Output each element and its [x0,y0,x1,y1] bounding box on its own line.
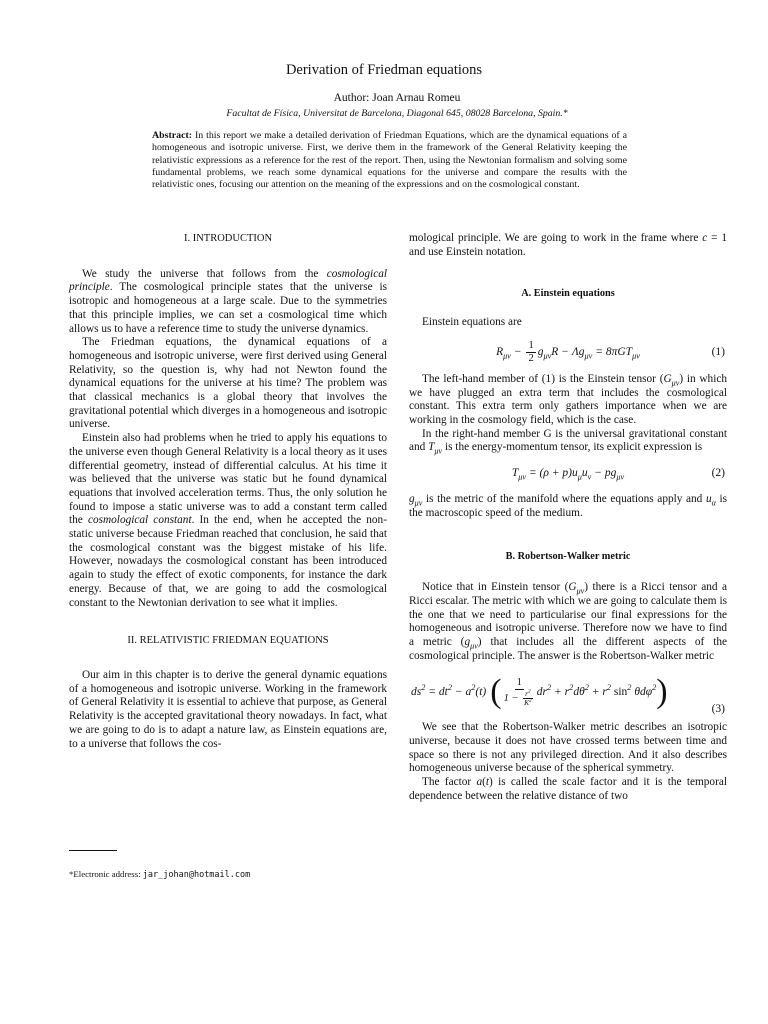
relativistic-paragraph-1-continued [409,232,727,259]
author-line: Author: Joan Arnau Romeu [333,92,461,104]
einstein-paragraph-right-hand: In the right-hand member G is the universal gravitational constant and $T_{\mu\nu}$ is the energy-momentum tensor, its explicit expression is [409,427,727,456]
einstein-p1-text-b: ) in which we have plugged an extra term that includes the cosmological constant. This extra term only gathers importance when we are working in the cosmology field, which is the case. [409,372,727,426]
intro-p3-text-b: . In the end, when he accepted the non-static universe because Friedman reached that conclusion, he said that the cosmological constant was the biggest mistake of his life. However, nowadays the cosmological constant has been introduced again to study the effect of exotic components, for instance the dark energy. Because of that, we are going to add the cosmological constant to the Newtonian derivation to see what it implies. [69,514,387,609]
rel-cont-text-a: mological principle. We are going to work in the frame where [409,232,703,244]
einstein-paragraph-metric: $g_{\mu\nu}$ is the metric of the manifold where the equations apply and $u_\alpha$ is the macroscopic speed of the medium. [409,493,728,519]
rw-p1-text-c: ) that includes all the different aspects of the cosmological principle. The answer is the Robertson-Walker metric [409,635,727,662]
intro-p1-emphasis: cosmological principle [69,267,387,294]
rw-p3-text-b: is called the scale factor and it is the temporal dependence between the relative distance of two [409,776,727,802]
einstein-paragraph-after-eq1: The left-hand member of (1) is the Einstein tensor $(G_{\mu\nu})$ in which we have plugged an extra term that includes the cosmological constant. This extra term only gathers importance when we are working in the cosmology field, which is the case. [409,372,727,426]
affiliation-line: Facultat de Física, Universitat de Barcelona, Diagonal 645, 08028 Barcelona, Spain.* [226,108,568,119]
footnote-rule [69,850,117,851]
einstein-p1-text-a: The left-hand member of (1) is the Einstein tensor ( [422,372,664,385]
subsection-heading-einstein: A. Einstein equations [521,288,615,300]
intro-paragraph-3 [69,432,387,610]
intro-paragraph-1 [69,268,387,337]
intro-p1-text-b: . The cosmological principle states that the universe is isotropic and homogeneous at a large scale. Due to the symmetries that this principle implies, we can set a cosmological time which allows us to have a reference time to study the universe dynamics. [69,281,387,335]
footnote-email: jar_johan@hotmail.com [142,870,251,880]
equation-1-number: (1) [711,345,725,358]
rw-p1-text-b: ) there is a Ricci tensor and a Ricci escalar. The metric with which we are going to calculate them is the one that we need to particularise our final expressions for the homogeneous and isotropic universe. Therefore now we have to find a metric ( [409,581,727,648]
equation-3-number: (3) [711,703,725,716]
equation-1: $R_{\mu\nu}$ − $\frac{1}{2}$ $g_{\mu\nu}R - \Lambda g_{\mu\nu} = 8\pi GT_{\mu\nu}$ (1) [496,340,725,365]
einstein-p3-text-b: is the macroscopic speed of the medium. [409,493,728,519]
einstein-p2-text-b: is the energy-momentum tensor, its explicit expression is [442,441,703,454]
abstract-text: In this report we make a detailed derivation of Friedman Equations, which are the dynamical equations of a homogeneous and isotropic universe. First, we derive them in the framework of the General Relativity keeping the relativistic expressions as a reference for the rest of the report. Then, using the Newtonian formalism and solving some fundamental problems, we reach some dynamical equations for the universe and compare the results with the relativistic ones, focusing our attention on the meaning of the expressions and on the cosmological constant. [152,130,627,191]
equation-2-number: (2) [711,467,725,480]
paper-title: Derivation of Friedman equations [285,62,483,78]
rw-paragraph-3: The factor a(t) is called the scale factor and it is the temporal dependence between the relative distance of two [409,776,727,802]
rw-paragraph-1: Notice that in Einstein tensor $(G_{\mu\nu})$ there is a Ricci tensor and a Ricci escalar. The metric with which we are going to calculate them is the one that we need to particularise our final expressions for the homogeneous and isotropic universe. Therefore now we have to find a metric $(g_{\mu\nu})$ that includes all the different aspects of the cosmological principle. The answer is the Robertson-Walker metric [409,581,727,662]
abstract-label: Abstract: [152,130,193,141]
relativistic-paragraph-1: Our aim in this chapter is to derive the general dynamic equations of a homogeneous and isotropic universe. Working in the framework of General Relativity it is essential to achieve that purpose, as General Relativity is the accepted gravitational theory nowadays. In fact, what we are going to do is to adapt a nature law, as Einstein equations are, to a universe that follows the cos- [69,668,387,750]
left-column [69,232,387,751]
einstein-intro: Einstein equations are [422,316,522,329]
equation-3: $ds^2 = dt^2 - a^2(t)$ ( 1 1 − $\frac{r^2}{K^2}$ $dr^2 + r^2d\theta^2 + r^2$ $\sin^2 \theta d\varphi^2$ ) (3) [411,673,725,716]
einstein-p3-text-a: is the metric of the manifold where the equations apply and [422,493,706,506]
equation-2: $T_{\mu\nu} = (\rho + p)u_\mu u_\nu - pg_{\mu\nu}$ (2) [511,467,725,482]
footnote-label: *Electronic address: [69,869,143,879]
footnote [69,869,250,880]
section-heading-introduction: I. INTRODUCTION [183,233,273,244]
intro-paragraph-2: The Friedman equations, the dynamical equations of a homogeneous and isotropic universe, were first derived using General Relativity, so the question is, why had not Newton found the dynamical equations for the universe at his time? The problem was that classical mechanics is a global theory that involves the gravitational potential which diverges in a homogeneous and isotropic universe. [69,336,387,431]
rel-cont-text-b: = 1 and use Einstein notation. [409,232,727,258]
intro-p1-text-a: We study the universe that follows from the [82,267,327,280]
subsection-heading-robertson-walker: B. Robertson-Walker metric [505,551,631,563]
rw-paragraph-2: We see that the Robertson-Walker metric describes an isotropic universe, because it does not have crossed terms between time and space so there is not any privileged direction. And it also describes homogeneous universe because of the spherical symmetry. [409,721,727,775]
intro-p3-emphasis: cosmological constant [87,514,192,527]
intro-p3-text-a: Einstein also had problems when he tried to apply his equations to the universe even though General Relativity is a local theory as it uses differential geometry, instead of differential calculus. At his time it was believed that the universe was static but he found dynamical equations that involved acceleration terms. Thus, the only solution he found to impose a static universe was to add a constant term called the [69,432,387,527]
section-heading-relativistic: II. RELATIVISTIC FRIEDMAN EQUATIONS [127,635,329,647]
right-column [409,232,727,804]
einstein-p2-text-a: In the right-hand member G is the universal gravitational constant and [409,427,727,454]
rel-cont-c-symbol: c [702,232,708,244]
rw-p1-text-a: Notice that in Einstein tensor ( [422,581,569,594]
rw-p3-text-a: The factor [422,776,477,789]
abstract [152,130,627,191]
